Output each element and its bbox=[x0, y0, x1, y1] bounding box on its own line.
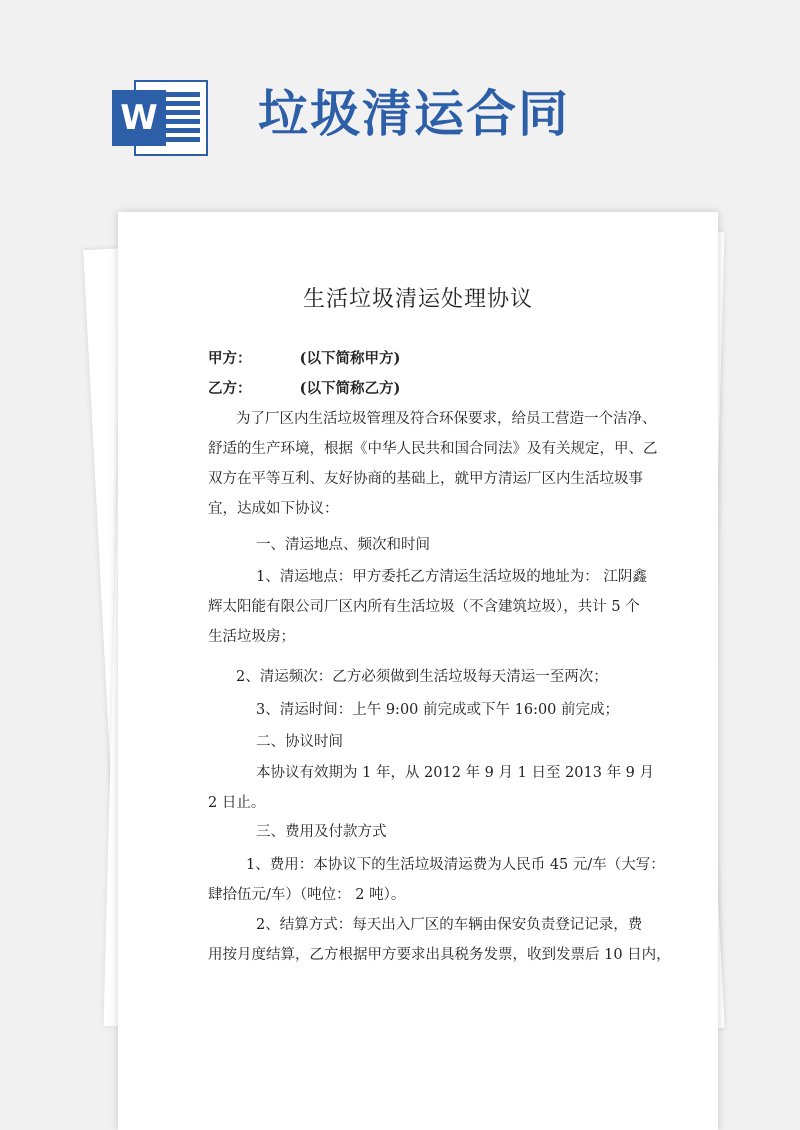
paragraph-line: 宜，达成如下协议： bbox=[208, 501, 339, 517]
section-2-heading bbox=[208, 727, 628, 757]
item-3-line bbox=[208, 695, 628, 725]
paragraph-line: 2、清运频次：乙方必须做到生活垃圾每天清运一至两次； bbox=[236, 669, 608, 685]
header-banner bbox=[0, 0, 800, 210]
document-page bbox=[118, 212, 718, 1130]
paragraph-line: 3、清运时间：上午 9:00 前完成或下午 16:00 前完成； bbox=[256, 702, 620, 718]
paragraph-line: 本协议有效期为 1 年，从 2012 年 9 月 1 日至 2013 年 9 月 bbox=[256, 765, 655, 781]
item-1-paragraph bbox=[208, 562, 647, 652]
paragraph-line: 为了厂区内生活垃圾管理及符合环保要求，给员工营造一个洁净、 bbox=[236, 411, 657, 427]
paragraph-line: 双方在平等互利、友好协商的基础上，就甲方清运厂区内生活垃圾事 bbox=[208, 471, 643, 487]
party-b-value: (以下简称乙方) bbox=[299, 380, 401, 397]
paragraph-line: 1、费用：本协议下的生活垃圾清运费为人民币 45 元/车（大写： bbox=[246, 857, 665, 873]
intro-paragraph bbox=[208, 404, 658, 524]
section-heading-text: 二、协议时间 bbox=[256, 734, 343, 750]
paragraph-line: 2、结算方式：每天出入厂区的车辆由保安负责登记记录，费 bbox=[256, 917, 643, 933]
settlement-paragraph bbox=[208, 910, 671, 970]
word-icon-letter: W bbox=[112, 90, 166, 146]
fee-paragraph bbox=[208, 850, 665, 910]
paragraph-line: 2 日止。 bbox=[208, 795, 266, 811]
paragraph-line: 1、清运地点：甲方委托乙方清运生活垃圾的地址为： 江阴鑫 bbox=[256, 569, 647, 585]
word-icon-lines bbox=[160, 92, 200, 146]
party-b-label: 乙方： bbox=[208, 380, 252, 397]
paragraph-line: 舒适的生产环境，根据《中华人民共和国合同法》及有关规定，甲、乙 bbox=[208, 441, 658, 457]
party-a-value: (以下简称甲方) bbox=[299, 350, 401, 367]
item-2-line bbox=[208, 662, 628, 692]
page-title: 垃圾清运合同 bbox=[258, 85, 570, 143]
paragraph-line: 生活垃圾房； bbox=[208, 629, 295, 645]
party-a-label: 甲方： bbox=[208, 350, 252, 367]
section-3-heading bbox=[208, 817, 628, 847]
word-document-icon bbox=[112, 78, 212, 158]
paragraph-line: 辉太阳能有限公司厂区内所有生活垃圾（不含建筑垃圾），共计 5 个 bbox=[208, 599, 640, 615]
section-heading-text: 三、费用及付款方式 bbox=[256, 824, 387, 840]
validity-paragraph bbox=[208, 758, 655, 818]
document-title: 生活垃圾清运处理协议 bbox=[302, 287, 533, 312]
paragraph-line: 用按月度结算，乙方根据甲方要求出具税务发票，收到发票后 10 日内， bbox=[208, 947, 671, 963]
party-b-line bbox=[208, 374, 628, 404]
section-1-heading bbox=[208, 530, 628, 560]
paragraph-line: 肆拾伍元/车）（吨位： 2 吨）。 bbox=[208, 887, 406, 903]
section-heading-text: 一、清运地点、频次和时间 bbox=[256, 537, 430, 553]
party-a-line bbox=[208, 344, 628, 374]
